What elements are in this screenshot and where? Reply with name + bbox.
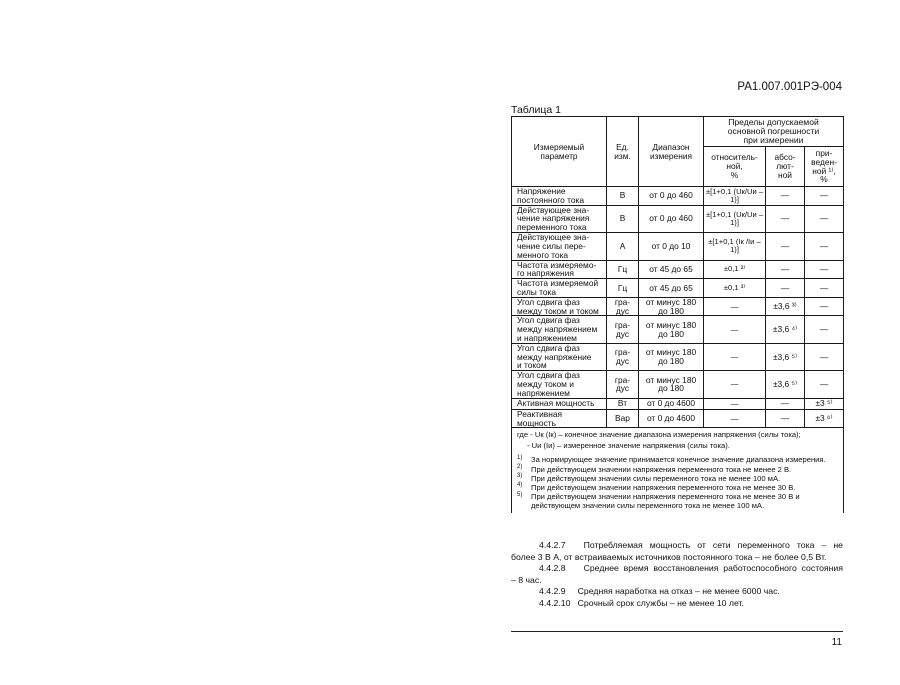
cell-line: веден- — [811, 156, 837, 167]
cell-line: дус — [615, 383, 630, 394]
word: Среднее — [583, 563, 619, 574]
cell-line: от 0 до 4600 — [646, 398, 696, 409]
cell-relative-error: — — [704, 297, 766, 316]
cell-line: Вар — [615, 413, 630, 424]
cell-unit — [607, 398, 639, 409]
word: тока — [796, 540, 815, 550]
cell-line: от минус 180 — [645, 347, 697, 358]
cell-line: от 45 до 65 — [649, 282, 693, 293]
word: время — [623, 563, 649, 574]
cell-unit — [607, 233, 639, 260]
cell-line: мощность — [517, 417, 556, 428]
cell-reduced-error: ±3 ⁶⁾ — [805, 409, 844, 428]
cell-line: силы тока — [517, 286, 557, 297]
footnote: 1) За нормирующее значение принимается конечное значение диапазона измерения. — [517, 454, 826, 465]
cell-line: от 0 до 460 — [649, 190, 693, 201]
cell-parameter — [512, 409, 607, 428]
word: восстановления — [653, 563, 719, 574]
cell-range — [639, 187, 704, 206]
cell-line: между напряжением — [517, 324, 598, 335]
cell-line: от 0 до 10 — [651, 240, 691, 251]
cell-line: до 180 — [658, 305, 684, 316]
header-range — [639, 117, 704, 187]
cell-line: от минус 180 — [645, 374, 697, 385]
word: сети — [712, 540, 731, 550]
cell-absolute-error: — — [766, 409, 805, 428]
cell-line: % — [730, 169, 739, 180]
cell-line: от 0 до 4600 — [646, 413, 696, 424]
cell-reduced-error: — — [805, 371, 844, 398]
cell-line: лют- — [776, 161, 794, 172]
page-number: 11 — [831, 637, 842, 648]
cell-line: Гц — [617, 282, 628, 293]
cell-absolute-error: ±3,6 ⁵⁾ — [766, 343, 805, 370]
cell-line: от 45 до 65 — [649, 263, 693, 274]
cell-line: абсо- — [774, 152, 796, 163]
cell-relative-error: ±0,1 ²⁾ — [704, 260, 766, 279]
cell-parameter — [512, 187, 607, 206]
footnote: 2) При действующем значении напряжения переменного тока не менее 2 В. — [517, 463, 792, 474]
cell-parameter — [512, 398, 607, 409]
cell-relative-error: ±[1+0,1 (Uк/Uи –1)] — [704, 205, 766, 232]
cell-absolute-error: — — [766, 279, 805, 298]
cell-absolute-error: — — [766, 187, 805, 206]
cell-line: между током и — [517, 379, 574, 390]
cell-line: относитель- — [711, 152, 758, 163]
cell-line: го напряжения — [517, 268, 574, 279]
table-row — [512, 316, 844, 343]
cell-relative-error: ±[1+0,1 (Iк /Iи –1)] — [704, 233, 766, 260]
cell-relative-error: ±[1+0,1 (Uк/Uи –1)] — [704, 187, 766, 206]
cell-line: Частота измеряемо- — [517, 259, 597, 270]
word: мощность — [649, 540, 691, 550]
cell-line: Угол сдвига фаз — [517, 296, 580, 307]
cell-line: между током и током — [517, 305, 599, 316]
table-row — [512, 260, 844, 279]
paragraph-4-4-2-8: 4.4.2.8 Среднее время восстановления работоспособного состояния — [539, 563, 843, 574]
cell-line: Ед. — [616, 141, 629, 152]
table-row — [512, 279, 844, 298]
table-caption: Таблица 1 — [511, 104, 561, 116]
cell-line: основной погрешности — [727, 125, 820, 136]
cell-line: переменного тока — [517, 222, 587, 233]
cell-line: при измерении — [743, 135, 804, 145]
cell-parameter — [512, 205, 607, 232]
footnote-text: За нормирующее значение принимается конечное значение диапазона измерения. — [531, 455, 826, 465]
cell-line: дус — [615, 328, 630, 339]
cell-reduced-error: — — [805, 233, 844, 260]
footnote-text: При действующем значении силы переменного тока не менее 100 мА. — [531, 473, 781, 483]
cell-range — [639, 260, 704, 279]
paragraph-4-4-2-7-cont: более 3 В А, от встраиваемых источников постоянного тока – не более 0,5 Вт. — [511, 551, 827, 562]
cell-unit — [607, 409, 639, 428]
cell-line: напряжением — [517, 387, 570, 398]
cell-unit — [607, 205, 639, 232]
cell-parameter — [512, 233, 607, 260]
cell-line: ной, — [726, 161, 743, 172]
cell-line: ной ¹⁾, — [812, 165, 836, 176]
cell-line: изм. — [614, 150, 631, 161]
cell-unit — [607, 371, 639, 398]
cell-range — [639, 279, 704, 298]
footnotes-list — [517, 455, 839, 510]
cell-line: и напряжением — [517, 333, 577, 343]
table-row — [512, 409, 844, 428]
cell-line: Напряжение — [517, 186, 566, 196]
cell-line: Гц — [617, 263, 628, 274]
cell-line: ной — [778, 169, 792, 180]
spec-paragraphs — [511, 540, 843, 610]
cell-line: Реактивная — [517, 408, 563, 419]
word: не — [833, 540, 843, 550]
cell-line: постоянного тока — [517, 194, 584, 205]
cell-reduced-error: — — [805, 343, 844, 370]
cell-relative-error: — — [704, 398, 766, 409]
cell-relative-error: — — [704, 343, 766, 370]
cell-absolute-error: — — [766, 260, 805, 279]
error-limits-table — [511, 116, 844, 513]
table-row — [512, 343, 844, 370]
cell-unit — [607, 297, 639, 316]
cell-line: А — [619, 240, 626, 251]
cell-absolute-error: — — [766, 205, 805, 232]
cell-range — [639, 316, 704, 343]
cell-relative-error: — — [704, 371, 766, 398]
footnote: 4) При действующем значении напряжения переменного тока не менее 30 В. — [517, 482, 796, 492]
cell-unit — [607, 187, 639, 206]
cell-range — [639, 371, 704, 398]
footnote: 5) При действующем значении напряжения переменного тока не менее 30 В и — [517, 491, 800, 502]
word: Потребляемая — [583, 540, 643, 550]
cell-line: гра- — [614, 347, 631, 358]
cell-unit — [607, 316, 639, 343]
cell-line: параметр — [540, 150, 578, 161]
table-row — [512, 233, 844, 260]
cell-line: Действующее зна- — [517, 204, 590, 215]
cell-line: до 180 — [658, 328, 684, 339]
footer-rule — [511, 631, 843, 632]
cell-line: Угол сдвига фаз — [517, 370, 580, 381]
cell-line: гра- — [614, 374, 631, 385]
table-row — [512, 205, 844, 232]
cell-line: Активная мощность — [517, 398, 595, 409]
cell-line: гра- — [614, 296, 631, 307]
header-parameter — [512, 117, 607, 187]
footnote — [517, 501, 839, 510]
cell-line: до 180 — [658, 356, 684, 367]
cell-absolute-error: ±3,6 ⁴⁾ — [766, 316, 805, 343]
header-unit — [607, 117, 639, 187]
cell-reduced-error: — — [805, 316, 844, 343]
cell-reduced-error: — — [805, 187, 844, 206]
header-relative — [704, 147, 766, 187]
cell-reduced-error: — — [805, 297, 844, 316]
cell-range — [639, 297, 704, 316]
cell-line: дус — [615, 305, 630, 316]
cell-range — [639, 205, 704, 232]
word: состояния — [801, 563, 843, 574]
cell-line: Пределы допускаемой — [728, 116, 819, 127]
paragraph-4-4-2-9: 4.4.2.9 Средняя наработка на отказ – не менее 6000 час. — [539, 586, 780, 597]
header-absolute — [766, 147, 805, 187]
paragraph-4-4-2-7: 4.4.2.7 Потребляемая мощность от сети переменного тока – не — [539, 540, 843, 550]
cell-reduced-error: — — [805, 260, 844, 279]
cell-line: дус — [615, 356, 630, 367]
cell-line: Измеряемый — [533, 141, 585, 152]
cell-unit — [607, 260, 639, 279]
cell-line: измерения — [649, 150, 693, 161]
paragraph-4-4-2-10: 4.4.2.10 Срочный срок службы – не менее 10 лет. — [539, 597, 744, 608]
cell-absolute-error: — — [766, 398, 805, 409]
word: – — [821, 540, 827, 550]
cell-line: от минус 180 — [645, 296, 697, 307]
cell-parameter — [512, 343, 607, 370]
header-reduced — [805, 147, 844, 187]
table-row — [512, 398, 844, 409]
word: переменного — [737, 540, 790, 550]
cell-range — [639, 233, 704, 260]
cell-parameter — [512, 371, 607, 398]
cell-line: от 0 до 460 — [649, 213, 693, 224]
table-notes — [512, 428, 844, 513]
cell-line: и током — [517, 360, 547, 371]
cell-line: Частота измеряемой — [517, 278, 599, 289]
cell-line: гра- — [614, 319, 631, 330]
cell-relative-error: — — [704, 409, 766, 428]
cell-range — [639, 409, 704, 428]
table-row — [512, 371, 844, 398]
cell-absolute-error: ±3,6 ³⁾ — [766, 297, 805, 316]
cell-parameter — [512, 279, 607, 298]
paragraph-4-4-2-8-cont: – 8 час. — [511, 574, 542, 585]
cell-line: Вт — [617, 398, 628, 409]
document-code: РА1.007.001РЭ-004 — [737, 81, 842, 93]
cell-range — [639, 398, 704, 409]
footnote-text: При действующем значении напряжения переменного тока не менее 30 В и — [531, 492, 800, 502]
cell-relative-error: — — [704, 316, 766, 343]
cell-unit — [607, 279, 639, 298]
footnote: 3) При действующем значении силы переменного тока не менее 100 мА. — [517, 473, 781, 483]
table-row — [512, 297, 844, 316]
cell-reduced-error: ±3 ⁵⁾ — [805, 398, 844, 409]
word: от — [697, 540, 706, 550]
word: работоспособного — [723, 563, 797, 574]
footnote-text: При действующем значении напряжения переменного тока не менее 2 В. — [531, 464, 792, 474]
cell-parameter — [512, 316, 607, 343]
note-line: где - Uк (Iк) – конечное значение диапазона измерения напряжения (силы тока); — [517, 430, 801, 440]
cell-unit — [607, 343, 639, 370]
footnote-text: При действующем значении напряжения переменного тока не менее 30 В. — [531, 482, 796, 492]
cell-absolute-error: — — [766, 233, 805, 260]
cell-relative-error: ±0,1 ³⁾ — [704, 279, 766, 298]
cell-line: менного тока — [517, 249, 569, 260]
cell-line: Угол сдвига фаз — [517, 315, 580, 326]
cell-line: от минус 180 — [645, 319, 697, 330]
cell-line: чение силы пере- — [517, 240, 586, 251]
cell-line: В — [619, 190, 626, 201]
cell-line: между напряжение — [517, 351, 592, 362]
cell-line: В — [619, 213, 626, 224]
note-line: - Uи (Iи) – измеренное значение напряжения (силы тока). — [527, 440, 730, 450]
cell-line: Диапазон — [652, 141, 690, 152]
cell-line: % — [820, 174, 828, 185]
cell-line: до 180 — [658, 383, 684, 394]
cell-line: Угол сдвига фаз — [517, 342, 580, 353]
header-error-limits — [704, 117, 844, 147]
footnote-text: действующем значении силы переменного тока не менее 100 мА. — [531, 501, 765, 511]
cell-parameter — [512, 297, 607, 316]
cell-reduced-error: — — [805, 205, 844, 232]
cell-line: Действующее зна- — [517, 232, 590, 243]
cell-line: при- — [815, 147, 833, 158]
cell-reduced-error: — — [805, 279, 844, 298]
table-row — [512, 187, 844, 206]
cell-line: чение напряжения — [517, 213, 590, 224]
cell-range — [639, 343, 704, 370]
cell-absolute-error: ±3,6 ⁵⁾ — [766, 371, 805, 398]
cell-parameter — [512, 260, 607, 279]
